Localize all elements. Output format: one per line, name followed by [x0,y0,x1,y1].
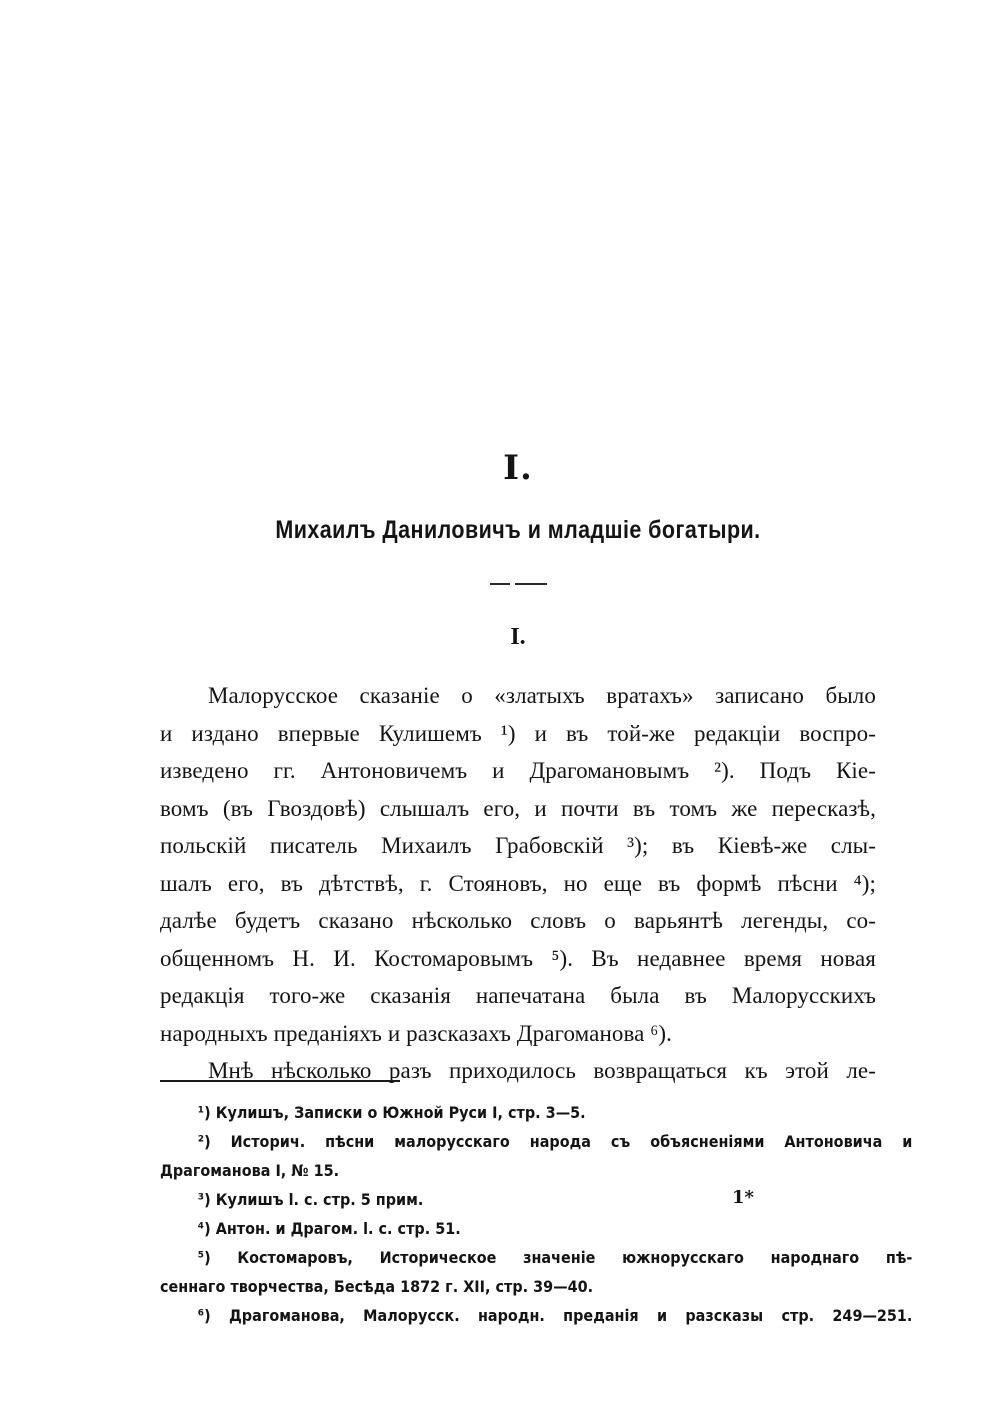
footnote-line: ⁶) Драгоманова, Малорусск. народн. преданія и разсказы стр. 249—251. [197,1306,913,1325]
footnote-line: ²) Историч. пѣсни малорусскаго народа съ объясненіями Антоновича и [197,1132,913,1151]
chapter-number: I. [503,448,533,488]
section-number: I. [510,624,526,650]
footnote-line: ³) Кулишъ l. c. стр. 5 прим. [197,1190,424,1209]
body-line: далѣе будетъ сказано нѣсколько словъ о варьянтѣ легенды, со- [160,908,876,933]
footnote-line: сеннаго творчества, Бесѣда 1872 г. XII, стр. 39—40. [160,1277,594,1296]
body-line: Мнѣ нѣсколько разъ приходилось возвращаться къ этой ле- [208,1058,876,1083]
printer-signature-mark: 1* [732,1187,754,1208]
body-line: редакція того-же сказанія напечатана была въ Малорусскихъ [160,983,876,1008]
body-line: народныхъ преданіяхъ и разсказахъ Драгоманова ⁶). [160,1020,672,1046]
title-divider-right [515,583,547,585]
body-text [160,677,876,1090]
body-line: и издано впервые Кулишемъ ¹) и въ той-же редакціи воспро- [160,720,876,746]
body-line: вомъ (въ Гвоздовѣ) слышалъ его, и почти въ томъ же пересказѣ, [160,795,876,821]
body-line: польскій писатель Михаилъ Грабовскій ³); въ Кіевѣ-же слы- [160,833,876,858]
footnote-line: ¹) Кулишъ, Записки о Южной Руси I, стр. 3—5. [197,1103,586,1122]
title-divider-left [490,583,510,585]
footnote-separator [160,1080,400,1082]
chapter-title: Михаилъ Даниловичъ и младшіе богатыри. [275,516,761,544]
body-line: шалъ его, въ дѣтствѣ, г. Стояновъ, но еще въ формѣ пѣсни ⁴); [160,870,876,896]
footnote-line: Драгоманова I, № 15. [160,1161,340,1180]
footnotes [160,1098,913,1330]
body-line: общенномъ Н. И. Костомаровымъ ⁵). Въ недавнее время новая [160,945,876,971]
footnote-line: ⁴) Антон. и Драгом. l. c. стр. 51. [197,1219,461,1238]
body-line: изведено гг. Антоновичемъ и Драгомановымъ ²). Подъ Кіе- [160,758,876,783]
body-line: Малорусское сказаніе о «златыхъ вратахъ» записано было [208,683,876,708]
footnote-line: ⁵) Костомаровъ, Историческое значеніе южнорусскаго народнаго пѣ- [197,1248,913,1267]
